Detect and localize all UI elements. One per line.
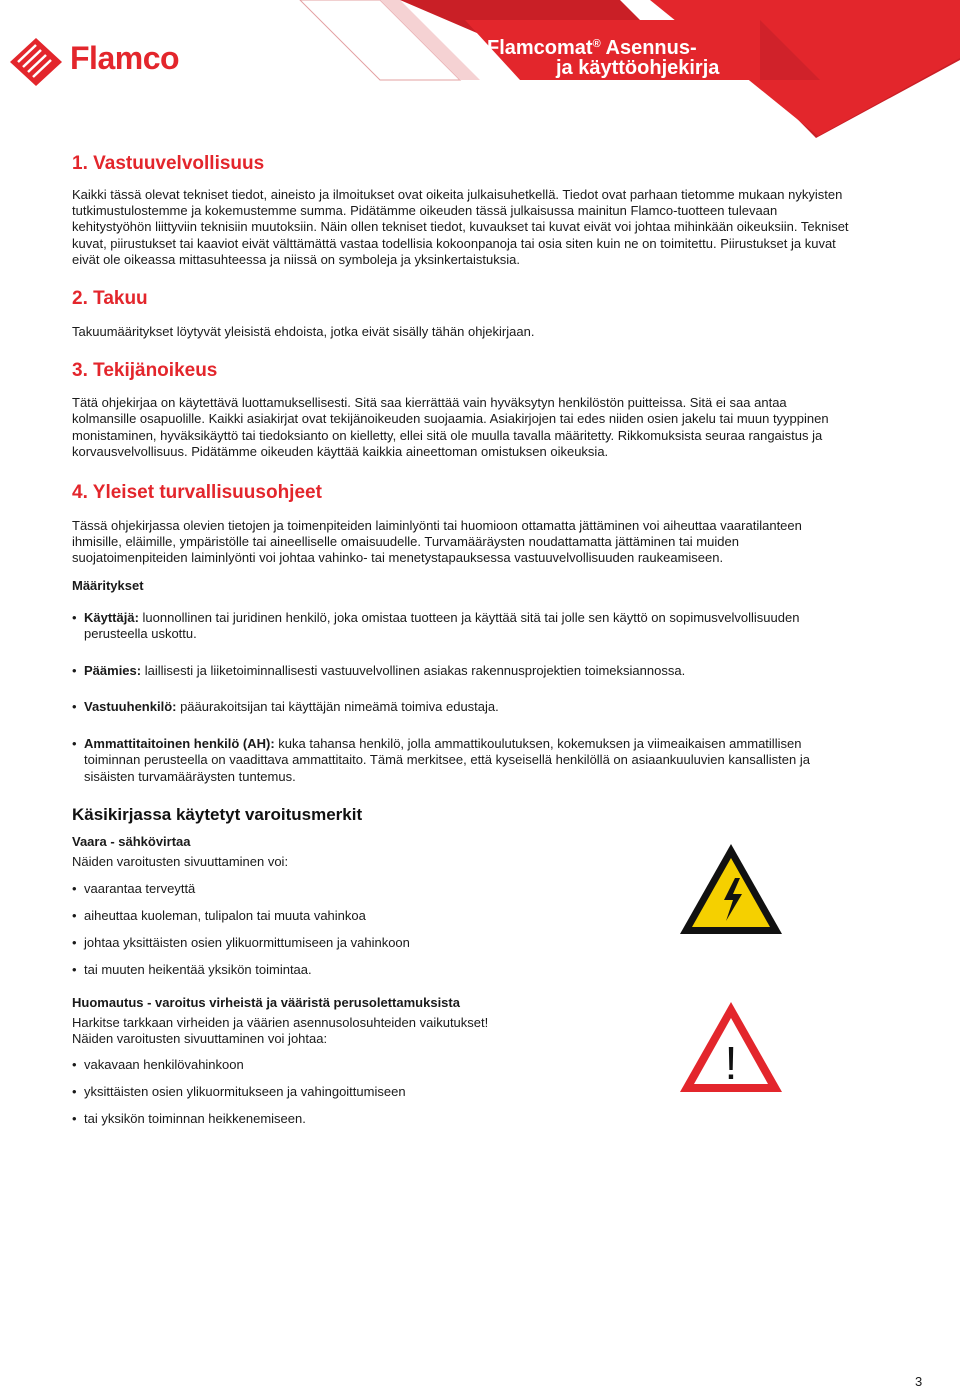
warnings-heading: Käsikirjassa käytetyt varoitusmerkit xyxy=(72,805,363,825)
definitions-heading: Määritykset xyxy=(72,577,144,593)
caution-title: Huomautus - varoitus virheistä ja vääristä perusolettamuksista xyxy=(72,994,460,1010)
list-item: • vaarantaa terveyttä xyxy=(72,881,852,898)
section-body: Takuumääritykset löytyvät yleisistä ehdoista, jotka eivät sisälly tähän ohjekirjaan. xyxy=(72,324,535,340)
list-item: • yksittäisten osien ylikuormitukseen ja vahingoittumiseen xyxy=(72,1084,852,1101)
caution-line: Näiden varoitusten sivuuttaminen voi johtaa: xyxy=(72,1031,328,1047)
section-heading: 3. Tekijänoikeus xyxy=(72,360,218,382)
document-title: Flamcomat® Asennus- ja käyttöohjekirja xyxy=(487,37,720,79)
brand-name: Flamco xyxy=(70,40,180,76)
section-body: Kaikki tässä olevat tekniset tiedot, aineisto ja ilmoitukset ovat oikeita julkaisuhetkellä. Tiedot ovat parhaan tietomme mukaan nykyisten tutkimustulostemme ja kokemustemme summa. Pidätämme oikeuden tässä julkaisussa mainitun Flamco-tuotteen tulevaan kehitystyöhön liittyviin teknisiin muutoksiin. Näin ollen tekniset tiedot, kuvaukset tai kuvat eivät voi johtaa mihinkään oikeuksiin. Tekniset kuvat, piirustukset tai kaaviot eivät välttämättä vastaa todellisia kokoonpanoja tai osia siten kuin ne on toimitettu. Piirustukset ja kuvat eivät ole oikeassa mittasuhteessa ja niissä on symboleja ja yksinkertaistuksia. xyxy=(72,187,849,267)
danger-intro: Näiden varoitusten sivuuttaminen voi: xyxy=(72,854,289,870)
list-item: • vakavaan henkilövahinkoon xyxy=(72,1057,852,1074)
page-number: 3 xyxy=(915,1374,923,1389)
list-item: • Ammattitaitoinen henkilö (AH): kuka tahansa henkilö, jolla ammattikoulutuksen, kokemuksen ja viimeaikaisen ammatillisen toiminnan perusteella on vaadittava ammattitaito. Tämä merkitsee, että kyseisellä henkilöllä on asiaankuuluvien kansallisten ja sisäisten turvamääräysten tuntemus. xyxy=(72,736,852,786)
list-item: • tai muuten heikentää yksikön toimintaa. xyxy=(72,962,852,979)
list-item: • Vastuuhenkilö: pääurakoitsijan tai käyttäjän nimeämä toimiva edustaja. xyxy=(72,699,852,716)
section-heading: 2. Takuu xyxy=(72,288,148,310)
section-body: Tässä ohjekirjassa olevien tietojen ja toimenpiteiden laiminlyönti tai huomioon ottamatta jättäminen voi aiheuttaa vaaratilanteen ihmisille, eläimille, ympäristölle tai aineelliselle omaisuudelle. Turvamääräysten noudattamatta jättäminen tai muiden suojatoimenpiteiden laiminlyönti voi johtaa vahinko- tai menetystapauksessa vastuuvelvollisuuden raukeamiseen. xyxy=(72,518,802,566)
electric-hazard-icon xyxy=(678,842,784,936)
flamco-diamond-icon xyxy=(6,34,66,90)
list-item: • aiheuttaa kuoleman, tulipalon tai muuta vahinkoa xyxy=(72,908,852,925)
section-heading: 1. Vastuuvelvollisuus xyxy=(72,153,265,174)
list-item: • tai yksikön toiminnan heikkenemiseen. xyxy=(72,1111,852,1128)
section-heading: 4. Yleiset turvallisuusohjeet xyxy=(72,482,322,504)
exclamation-warning-icon xyxy=(678,1000,784,1094)
list-item: • johtaa yksittäisten osien ylikuormittumiseen ja vahinkoon xyxy=(72,935,852,952)
list-item: • Päämies: laillisesti ja liiketoiminnallisesti vastuuvelvollinen asiakas rakennusprojektien toimeksiannossa. xyxy=(72,663,852,680)
danger-title: Vaara - sähkövirtaa xyxy=(72,834,191,850)
main-content xyxy=(72,150,852,1138)
list-item: • Käyttäjä: luonnollinen tai juridinen henkilö, joka omistaa tuotteen ja käyttää sitä tai jolle sen käyttö on sopimusvelvollisuuden perusteella uskottu. xyxy=(72,610,852,643)
caution-line: Harkitse tarkkaan virheiden ja väärien asennusolosuhteiden vaikutukset! xyxy=(72,1014,489,1030)
definitions-list xyxy=(72,610,852,786)
svg-text:!: ! xyxy=(724,1037,738,1089)
section-body: Tätä ohjekirjaa on käytettävä luottamuksellisesti. Sitä saa kierrättää vain hyväksytyn henkilöstön puitteissa. Sitä ei saa antaa kolmansille osapuolille. Kaikki asiakirjat ovat tekijänoikeuden suojaamia. Asiakirjojen tai edes niiden osien jakelu tai muun tyyppinen monistaminen, hyväksikäyttö tai tiedoksianto on kielletty, ellei sitä ole muulla tavalla määritetty. Rikkomuksista seuraa rangaistus ja korvausvelvollisuus. Pidätämme oikeuden käyttää kaikkia aineettoman omistuksen oikeuksia. xyxy=(72,395,829,459)
